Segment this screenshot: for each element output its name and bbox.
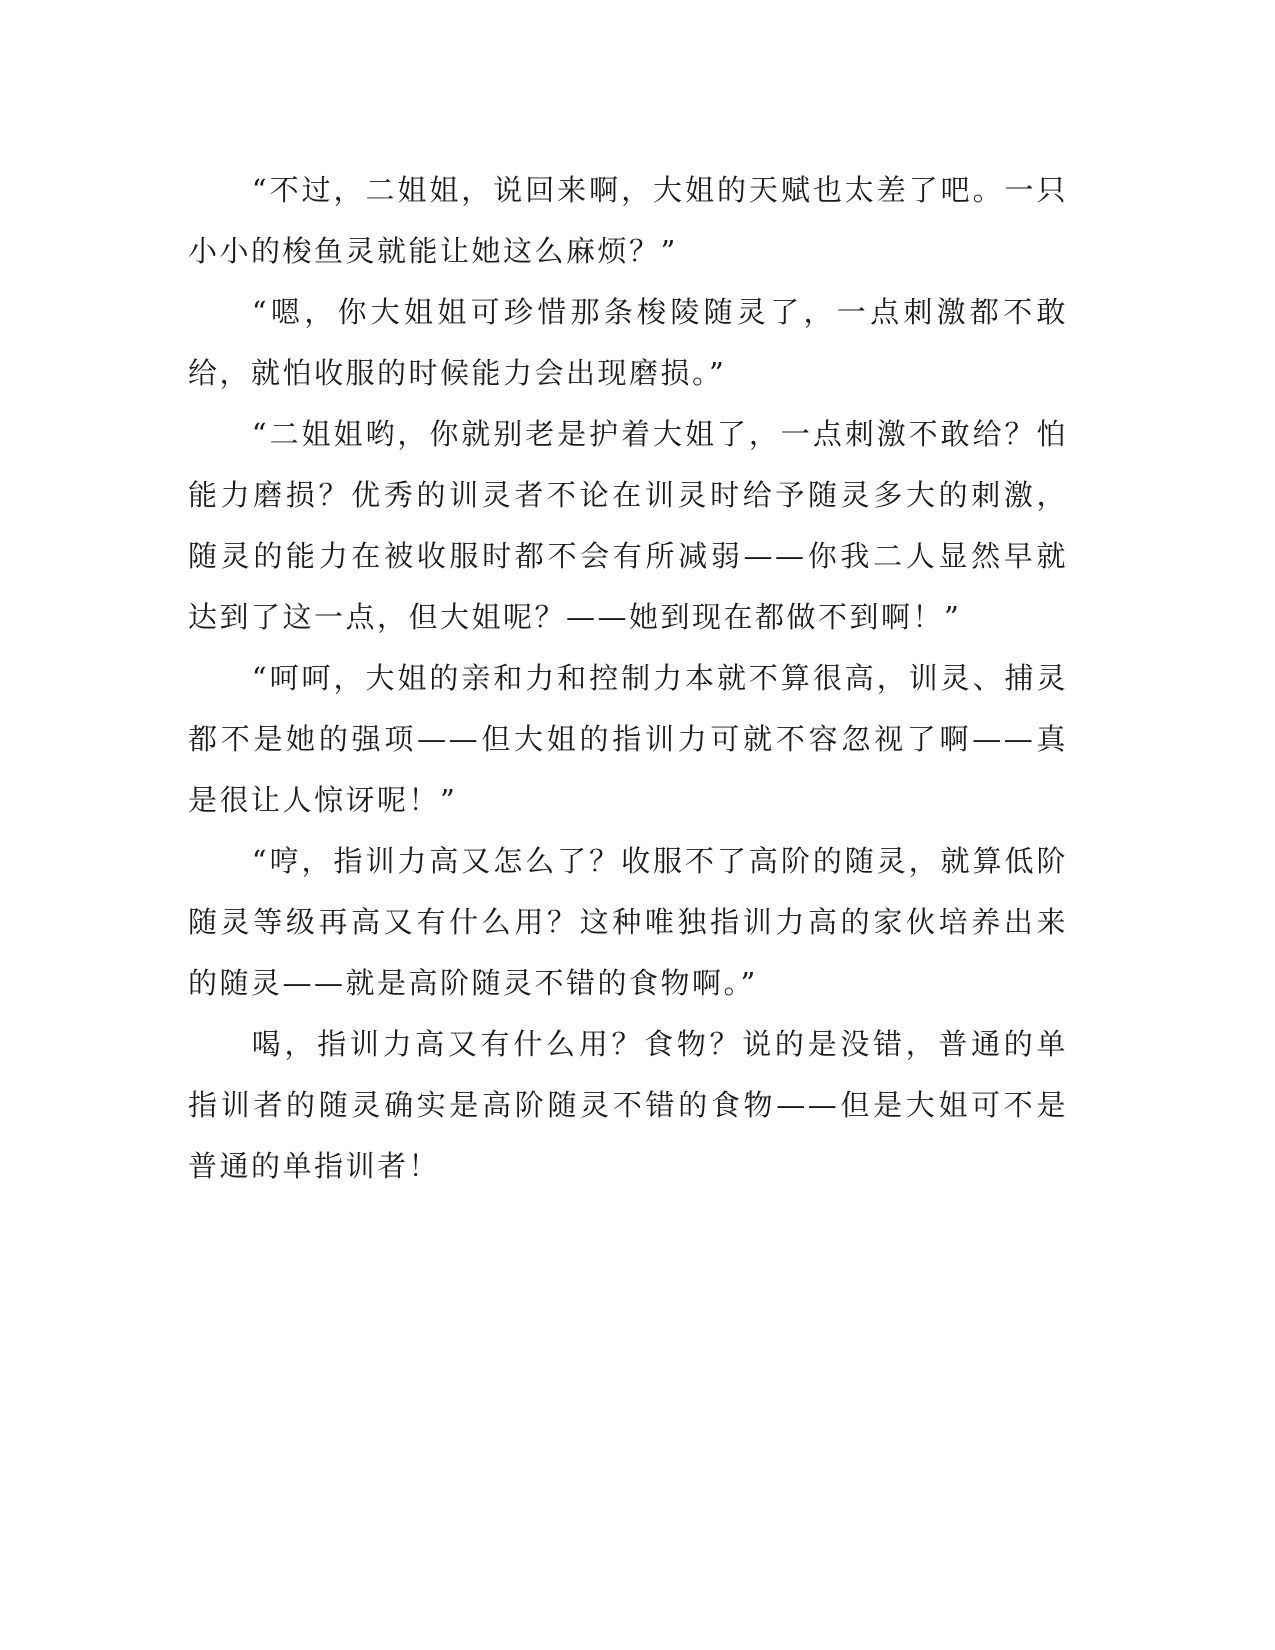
paragraph-3: “二姐姐哟，你就别老是护着大姐了，一点刺激不敢给？怕能力磨损？优秀的训灵者不论在训灵时给予随灵多大的刺激，随灵的能力在被收服时都不会有所减弱——你我二人显然早就达到了这一点，但大姐呢？——她到现在都做不到啊！”	[188, 417, 1068, 634]
paragraph-2: “嗯，你大姐姐可珍惜那条梭陵随灵了，一点刺激都不敢给，就怕收服的时候能力会出现磨损。”	[188, 295, 1068, 390]
document-body	[188, 160, 1068, 1197]
paragraph-4: “呵呵，大姐的亲和力和控制力本就不算很高，训灵、捕灵都不是她的强项——但大姐的指训力可就不容忽视了啊——真是很让人惊讶呢！”	[188, 661, 1068, 817]
paragraph-1: “不过，二姐姐，说回来啊，大姐的天赋也太差了吧。一只小小的梭鱼灵就能让她这么麻烦？”	[188, 173, 1068, 268]
paragraph-5: “哼，指训力高又怎么了？收服不了高阶的随灵，就算低阶随灵等级再高又有什么用？这种唯独指训力高的家伙培养出来的随灵——就是高阶随灵不错的食物啊。”	[188, 844, 1068, 1000]
paragraph-6: 喝，指训力高又有什么用？食物？说的是没错，普通的单指训者的随灵确实是高阶随灵不错的食物——但是大姐可不是普通的单指训者！	[188, 1027, 1068, 1183]
